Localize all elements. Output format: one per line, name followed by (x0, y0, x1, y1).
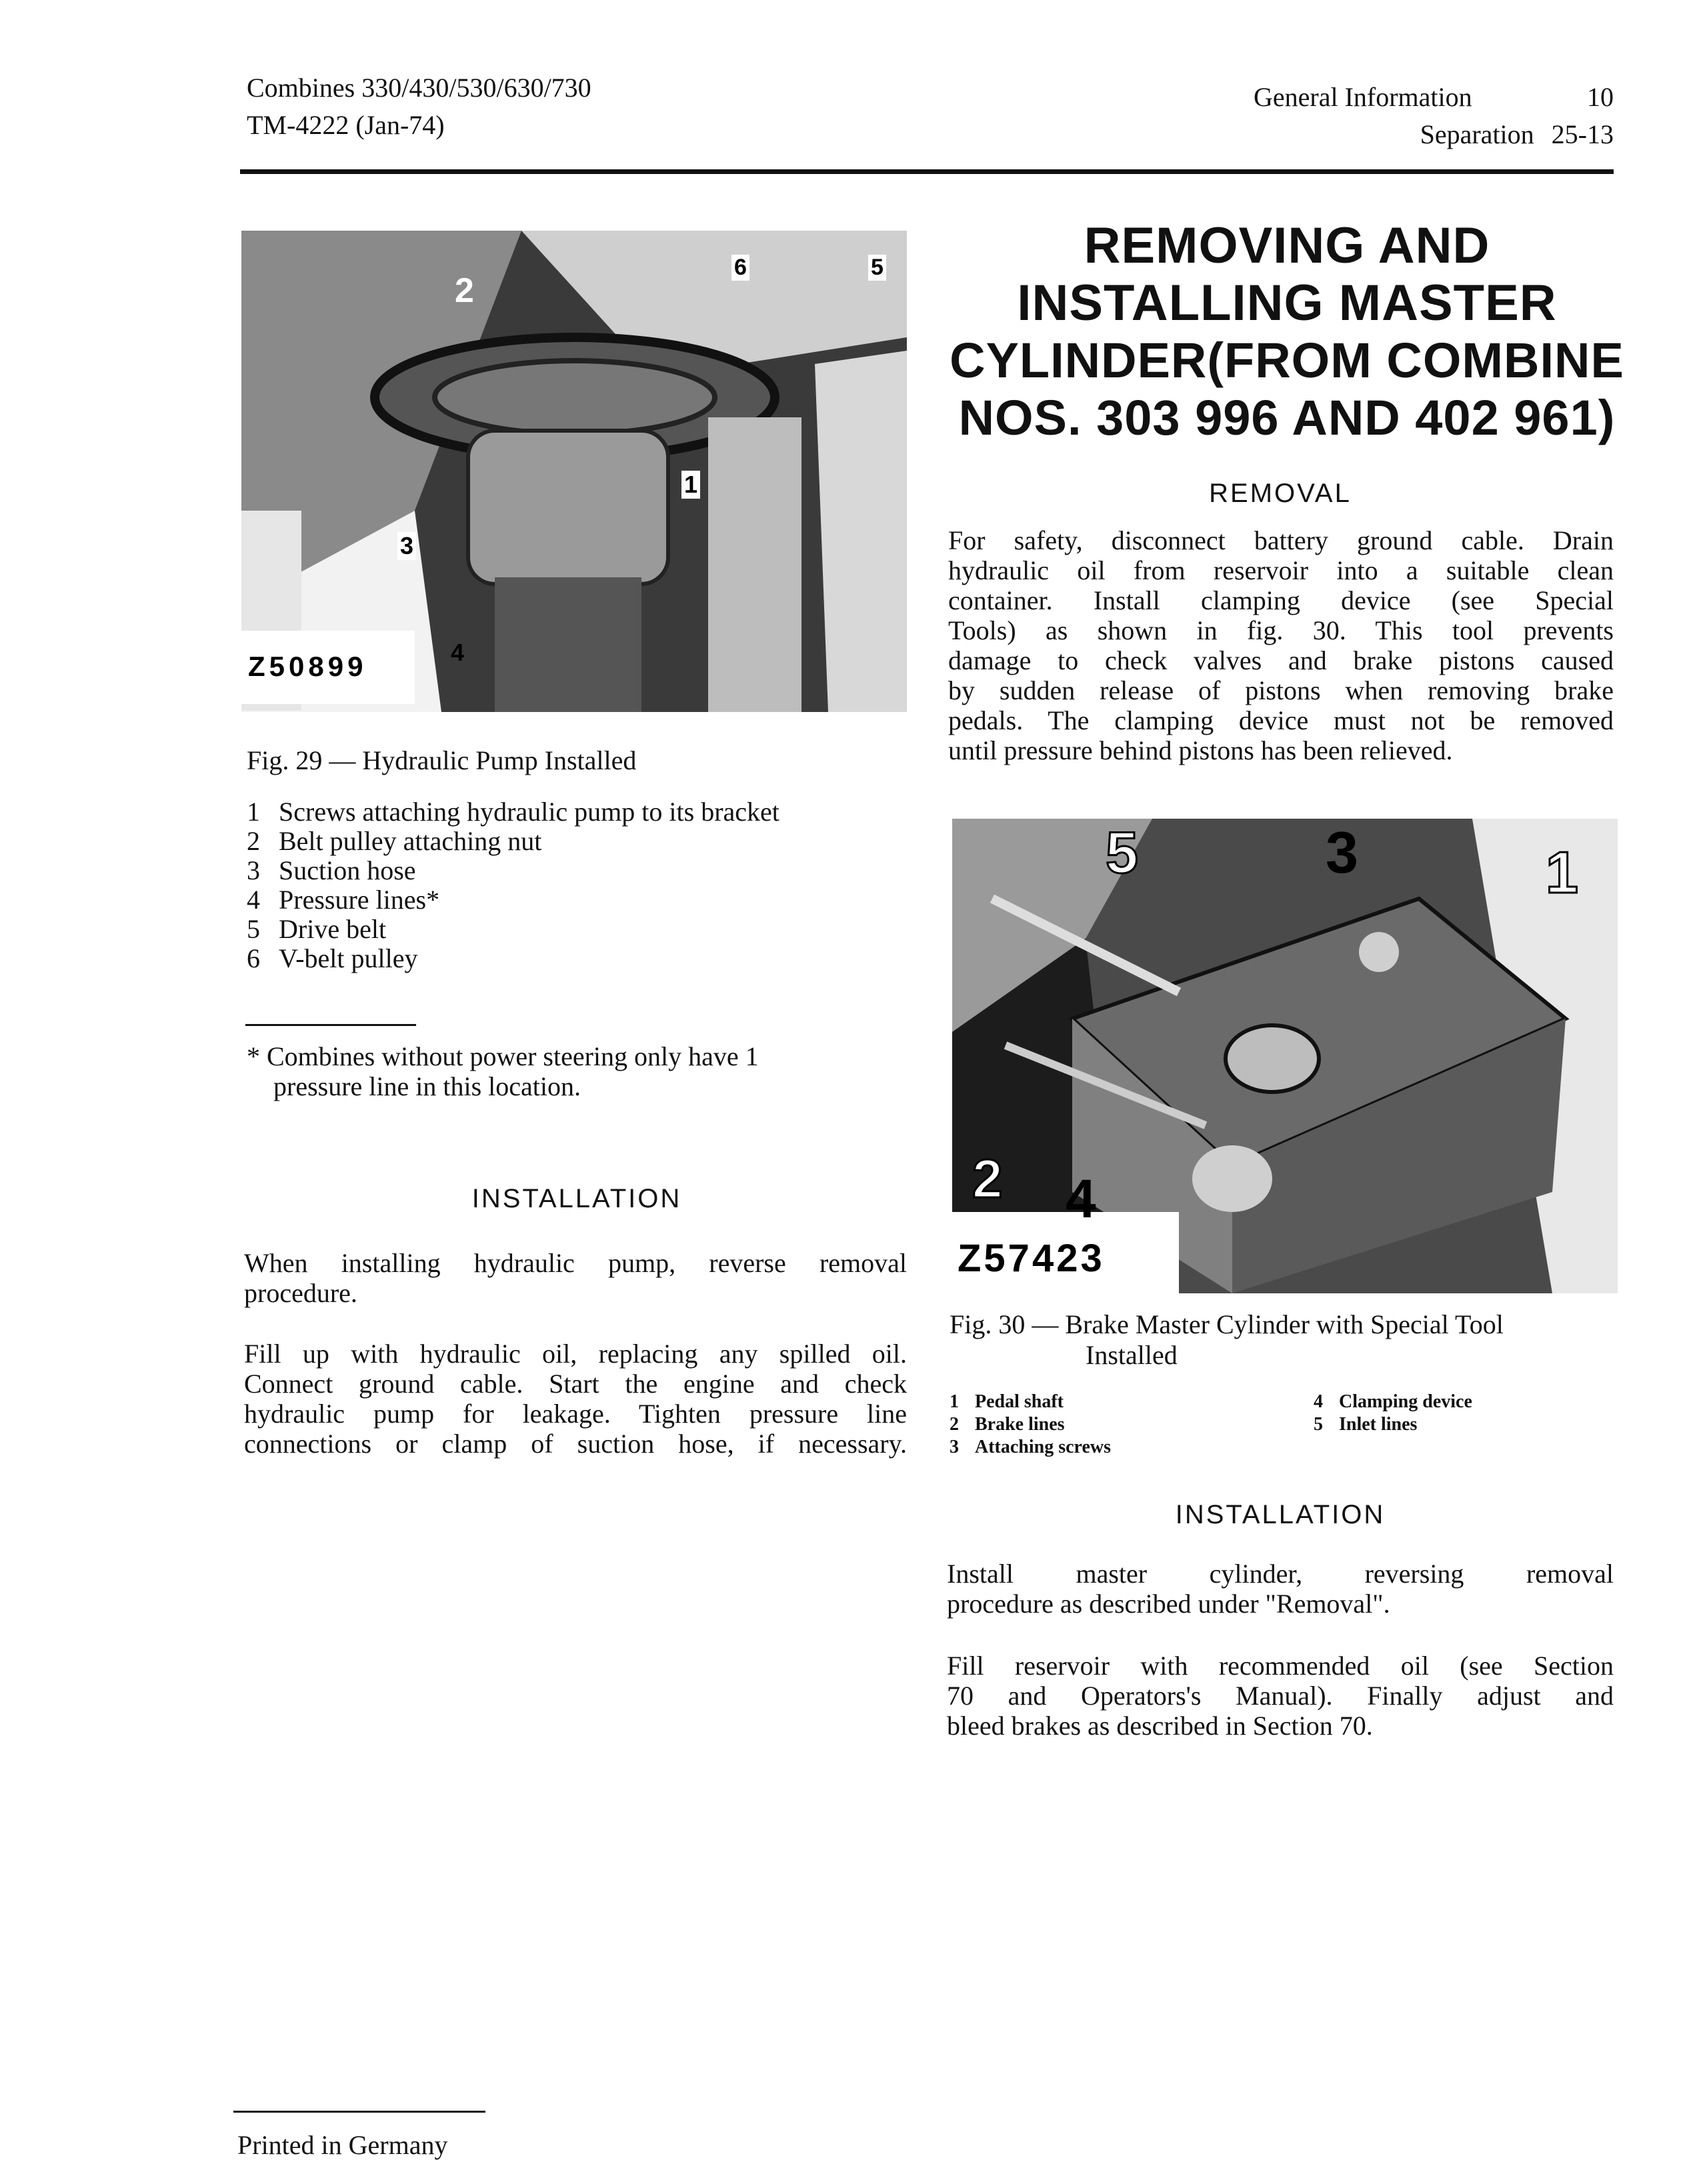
fig30-callout-2: 2 (972, 1149, 1003, 1209)
header-rule (240, 169, 1614, 174)
section-name: Separation (1420, 119, 1534, 149)
fig29-callout-3: 3 (397, 532, 416, 560)
fig30-callout-4: 4 (1066, 1169, 1096, 1229)
footer-rule (233, 2111, 485, 2113)
legend-item: 3 Attaching screws (950, 1437, 1112, 1457)
fig29-photo-drawing (241, 231, 907, 712)
fig29-callout-2: 2 (455, 271, 474, 310)
fig30-callout-3: 3 (1326, 819, 1358, 885)
removal-heading: REMOVAL (1209, 479, 1352, 508)
fig30-photo-drawing (952, 819, 1618, 1293)
legend-item: 1 Screws attaching hydraulic pump to its bracket (247, 797, 779, 827)
fig30-photo-id: Z57423 (958, 1237, 1105, 1280)
right-installation-para1: Install master cylinder, reversing removal procedure as described under "Removal". (947, 1559, 1614, 1619)
footnote: * Combines without power steering only have 1 pressure line in this location. (247, 1041, 759, 1101)
legend-item: 4 Pressure lines* (247, 885, 440, 915)
left-installation-heading: INSTALLATION (471, 1184, 682, 1213)
legend-item: 3 Suction hose (247, 855, 416, 885)
page-title: REMOVING AND INSTALLING MASTER CYLINDER(FROM COMBINE NOS. 303 996 AND 402 961) (950, 217, 1624, 445)
header-left (247, 69, 591, 144)
legend-item: 4 Clamping device (1314, 1391, 1472, 1412)
fig29-callout-6: 6 (731, 255, 749, 281)
removal-paragraph: For safety, disconnect battery ground cable. Drain hydraulic oil from reservoir into a suitable clean container. Install clamping device (see Special Tools) as shown in fig. 30. This tool prevents damage to check valves and brake pistons caused by sudden release of pistons when removing brake pedals. The clamping device must not be removed until pressure behind pistons has been relieved. (948, 525, 1614, 765)
legend-item: 5 Drive belt (247, 914, 387, 944)
footnote-rule (245, 1024, 416, 1026)
fig29-legend (247, 797, 779, 973)
header-right (1254, 79, 1614, 153)
right-installation-heading: INSTALLATION (1175, 1500, 1386, 1529)
legend-item: 6 V-belt pulley (247, 943, 418, 973)
fig29-photo (241, 231, 907, 712)
fig30-callout-1: 1 (1546, 839, 1578, 905)
fig29-callout-5: 5 (868, 255, 886, 281)
left-installation-para1: When installing hydraulic pump, reverse removal procedure. (244, 1248, 907, 1308)
manual-number: TM-4222 (Jan-74) (247, 110, 445, 140)
legend-item: 5 Inlet lines (1314, 1414, 1418, 1435)
footer-text: Printed in Germany (237, 2130, 448, 2160)
right-installation-para2: Fill reservoir with recommended oil (see Section 70 and Operators's Manual). Finally adjust and bleed brakes as described in Section 70. (947, 1651, 1614, 1741)
fig30-photo (952, 819, 1618, 1293)
group-number: 10 (1587, 82, 1614, 112)
fig29-callout-1: 1 (681, 471, 700, 499)
fig29-caption: Fig. 29 — Hydraulic Pump Installed (247, 745, 637, 775)
fig30-legend-right (1314, 1391, 1472, 1436)
manual-title: Combines 330/430/530/630/730 (247, 73, 591, 103)
legend-item: 2 Belt pulley attaching nut (247, 826, 542, 856)
legend-item: 1 Pedal shaft (950, 1391, 1064, 1412)
fig30-caption: Fig. 30 — Brake Master Cylinder with Special Tool Installed (950, 1309, 1504, 1370)
left-installation-para2: Fill up with hydraulic oil, replacing any spilled oil. Connect ground cable. Start the engine and check hydraulic pump for leakage. Tighten pressure line connections or clamp of suction hose, if necessary. (244, 1339, 907, 1459)
group-name: General Information (1254, 82, 1472, 112)
page-number: 25-13 (1551, 119, 1614, 149)
fig30-callout-5: 5 (1106, 819, 1138, 885)
fig29-callout-4: 4 (451, 639, 465, 666)
fig30-legend-left (950, 1391, 1111, 1459)
legend-item: 2 Brake lines (950, 1414, 1065, 1435)
fig29-photo-id: Z50899 (248, 651, 367, 682)
